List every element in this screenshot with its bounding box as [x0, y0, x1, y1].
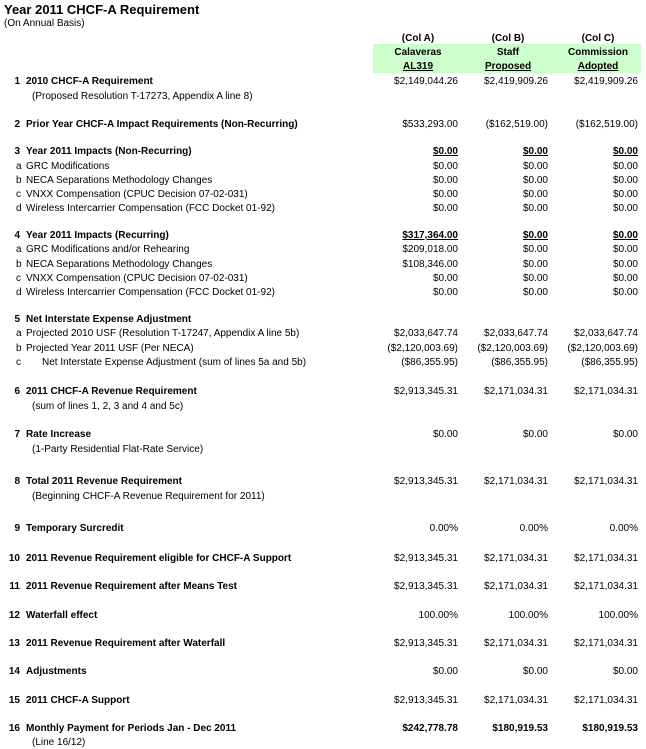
row-value-col-a: $0.00	[432, 273, 458, 284]
row-value-col-c: $0.00	[612, 203, 638, 214]
row-letter: a	[16, 161, 22, 172]
row-number: 15	[8, 695, 20, 706]
row-number: 13	[8, 638, 20, 649]
row-value-col-b: $2,171,034.31	[484, 553, 548, 564]
col-c-line2: Adopted	[577, 61, 619, 72]
row-value-col-c: $0.00	[612, 259, 638, 270]
row-value-col-c: 0.00%	[609, 523, 638, 534]
row-value-col-b: 0.00%	[519, 523, 548, 534]
row-number: 4	[14, 230, 20, 241]
row-value-col-a: $0.00	[432, 666, 458, 677]
row-value-col-a: $2,149,044.26	[394, 76, 458, 87]
row-label: Wireless Intercarrier Compensation (FCC Docket 01-92)	[26, 287, 275, 298]
col-a-line1: Calaveras	[394, 47, 442, 58]
row-letter: a	[16, 244, 22, 255]
row-value-col-c: $0.00	[612, 244, 638, 255]
row-value-col-b: $0.00	[522, 273, 548, 284]
col-c-line1: Commission	[567, 47, 628, 58]
page-title: Year 2011 CHCF-A Requirement	[4, 2, 200, 17]
row-label: NECA Separations Methodology Changes	[26, 259, 213, 270]
row-value-col-c: ($86,355.95)	[581, 357, 638, 368]
row-value-col-b: ($162,519.00)	[485, 119, 548, 130]
row-number: 14	[8, 666, 20, 677]
row-value-col-a: $2,913,345.31	[394, 581, 458, 592]
row-value-col-a: $2,913,345.31	[394, 638, 458, 649]
row-value-col-c: $0.00	[612, 230, 638, 241]
row-value-col-b: $2,171,034.31	[484, 581, 548, 592]
row-label: (1-Party Residential Flat-Rate Service)	[32, 444, 204, 455]
row-value-col-a: $317,364.00	[402, 230, 458, 241]
row-number: 11	[9, 581, 20, 592]
row-value-col-b: $2,033,647.74	[484, 328, 548, 339]
row-label: Temporary Surcredit	[26, 523, 124, 534]
row-value-col-a: $0.00	[432, 146, 458, 157]
row-value-col-a: $0.00	[432, 161, 458, 172]
col-a-line2: AL319	[402, 61, 433, 72]
row-letter: c	[16, 189, 21, 200]
row-label: Net Interstate Expense Adjustment	[26, 314, 192, 325]
row-value-col-a: $209,018.00	[402, 244, 458, 255]
row-number: 3	[14, 146, 20, 157]
row-number: 7	[14, 429, 20, 440]
row-value-col-c: $2,419,909.26	[574, 76, 638, 87]
row-label: Projected Year 2011 USF (Per NECA)	[26, 343, 194, 354]
row-label: (sum of lines 1, 2, 3 and 4 and 5c)	[32, 401, 184, 412]
row-letter: d	[16, 203, 22, 214]
row-value-col-c: ($162,519.00)	[575, 119, 638, 130]
row-label: Net Interstate Expense Adjustment (sum of lines 5a and 5b)	[42, 357, 307, 368]
row-value-col-b: $2,171,034.31	[484, 476, 548, 487]
row-letter: a	[16, 328, 22, 339]
row-number: 2	[14, 119, 20, 130]
row-label: Year 2011 Impacts (Recurring)	[26, 230, 169, 241]
row-number: 1	[14, 76, 20, 87]
row-label: 2011 CHCF-A Revenue Requirement	[26, 386, 197, 397]
row-value-col-c: $2,171,034.31	[574, 553, 638, 564]
row-value-col-c: $2,033,647.74	[574, 328, 638, 339]
row-value-col-b: $0.00	[522, 287, 548, 298]
row-value-col-a: ($86,355.95)	[401, 357, 458, 368]
row-value-col-c: $0.00	[612, 429, 638, 440]
row-value-col-b: $0.00	[522, 146, 548, 157]
row-number: 9	[14, 523, 20, 534]
row-label: (Proposed Resolution T-17273, Appendix A line 8)	[32, 91, 253, 102]
row-letter: c	[16, 357, 21, 368]
row-value-col-a: $108,346.00	[402, 259, 458, 270]
row-value-col-a: $533,293.00	[402, 119, 458, 130]
row-value-col-c: $0.00	[612, 287, 638, 298]
row-value-col-a: $0.00	[432, 189, 458, 200]
row-label: Total 2011 Revenue Requirement	[26, 476, 182, 487]
row-value-col-b: 100.00%	[508, 610, 548, 621]
row-number: 6	[14, 386, 20, 397]
row-label: Prior Year CHCF-A Impact Requirements (Non-Recurring)	[26, 119, 298, 130]
row-value-col-b: $0.00	[522, 429, 548, 440]
row-value-col-c: $0.00	[612, 175, 638, 186]
row-number: 12	[8, 610, 20, 621]
row-value-col-b: $2,419,909.26	[484, 76, 548, 87]
row-label: VNXX Compensation (CPUC Decision 07-02-031)	[26, 273, 248, 284]
row-value-col-b: $0.00	[522, 161, 548, 172]
row-value-col-c: $2,171,034.31	[574, 476, 638, 487]
row-value-col-b: $0.00	[522, 259, 548, 270]
row-label: VNXX Compensation (CPUC Decision 07-02-031)	[26, 189, 248, 200]
row-label: NECA Separations Methodology Changes	[26, 175, 213, 186]
row-value-col-a: $2,913,345.31	[394, 476, 458, 487]
row-value-col-c: $0.00	[612, 161, 638, 172]
row-value-col-a: $0.00	[432, 203, 458, 214]
row-value-col-c: 100.00%	[598, 610, 638, 621]
row-value-col-a: ($2,120,003.69)	[387, 343, 458, 354]
page-subtitle: (On Annual Basis)	[4, 18, 85, 29]
row-value-col-b: ($2,120,003.69)	[477, 343, 548, 354]
row-number: 5	[14, 314, 20, 325]
col-a-id: (Col A)	[401, 33, 435, 44]
row-value-col-b: $0.00	[522, 203, 548, 214]
row-label: Wireless Intercarrier Compensation (FCC Docket 01-92)	[26, 203, 275, 214]
row-number: 10	[8, 553, 20, 564]
row-value-col-c: $2,171,034.31	[574, 695, 638, 706]
row-value-col-a: $2,033,647.74	[394, 328, 458, 339]
row-value-col-b: $2,171,034.31	[484, 695, 548, 706]
row-label: 2011 Revenue Requirement after Means Test	[26, 581, 238, 592]
col-c-id: (Col C)	[581, 33, 615, 44]
row-letter: b	[16, 175, 22, 186]
row-label: 2010 CHCF-A Requirement	[26, 76, 153, 87]
row-value-col-a: 100.00%	[418, 610, 458, 621]
row-value-col-a: $0.00	[432, 175, 458, 186]
row-value-col-b: $180,919.53	[492, 723, 548, 734]
row-label: GRC Modifications	[26, 161, 110, 172]
col-b-line2: Proposed	[484, 61, 532, 72]
row-value-col-b: $0.00	[522, 175, 548, 186]
row-letter: d	[16, 287, 22, 298]
row-value-col-c: $2,171,034.31	[574, 638, 638, 649]
row-number: 16	[8, 723, 20, 734]
row-label: Year 2011 Impacts (Non-Recurring)	[26, 146, 192, 157]
col-b-id: (Col B)	[491, 33, 525, 44]
row-value-col-b: $0.00	[522, 244, 548, 255]
row-label: 2011 Revenue Requirement after Waterfall	[26, 638, 226, 649]
row-value-col-b: $0.00	[522, 189, 548, 200]
row-value-col-c: $0.00	[612, 273, 638, 284]
row-value-col-c: $2,171,034.31	[574, 386, 638, 397]
row-label: 2011 Revenue Requirement eligible for CHCF-A Support	[26, 553, 292, 564]
row-value-col-c: $2,171,034.31	[574, 581, 638, 592]
row-label: 2011 CHCF-A Support	[26, 695, 130, 706]
col-b-line1: Staff	[496, 47, 520, 58]
row-value-col-b: $2,171,034.31	[484, 638, 548, 649]
row-value-col-c: ($2,120,003.69)	[567, 343, 638, 354]
row-value-col-b: $0.00	[522, 230, 548, 241]
row-value-col-a: $242,778.78	[402, 723, 458, 734]
row-letter: b	[16, 343, 22, 354]
row-letter: b	[16, 259, 22, 270]
row-letter: c	[16, 273, 21, 284]
row-value-col-c: $0.00	[612, 666, 638, 677]
row-value-col-c: $0.00	[612, 189, 638, 200]
row-label: Monthly Payment for Periods Jan - Dec 2011	[26, 723, 237, 734]
row-value-col-c: $0.00	[612, 146, 638, 157]
row-value-col-c: $180,919.53	[582, 723, 638, 734]
row-label: Waterfall effect	[26, 610, 98, 621]
row-value-col-b: $2,171,034.31	[484, 386, 548, 397]
row-value-col-a: $2,913,345.31	[394, 553, 458, 564]
row-value-col-a: 0.00%	[429, 523, 458, 534]
row-value-col-a: $2,913,345.31	[394, 386, 458, 397]
row-value-col-b: ($86,355.95)	[491, 357, 548, 368]
row-label: Projected 2010 USF (Resolution T-17247, Appendix A line 5b)	[26, 328, 300, 339]
row-label: Adjustments	[26, 666, 87, 677]
row-label: (Line 16/12)	[32, 737, 86, 748]
row-value-col-b: $0.00	[522, 666, 548, 677]
row-value-col-a: $2,913,345.31	[394, 695, 458, 706]
row-value-col-a: $0.00	[432, 287, 458, 298]
row-label: Rate Increase	[26, 429, 92, 440]
row-number: 8	[14, 476, 20, 487]
row-label: GRC Modifications and/or Rehearing	[26, 244, 190, 255]
row-label: (Beginning CHCF-A Revenue Requirement for 2011)	[32, 491, 265, 502]
row-value-col-a: $0.00	[432, 429, 458, 440]
